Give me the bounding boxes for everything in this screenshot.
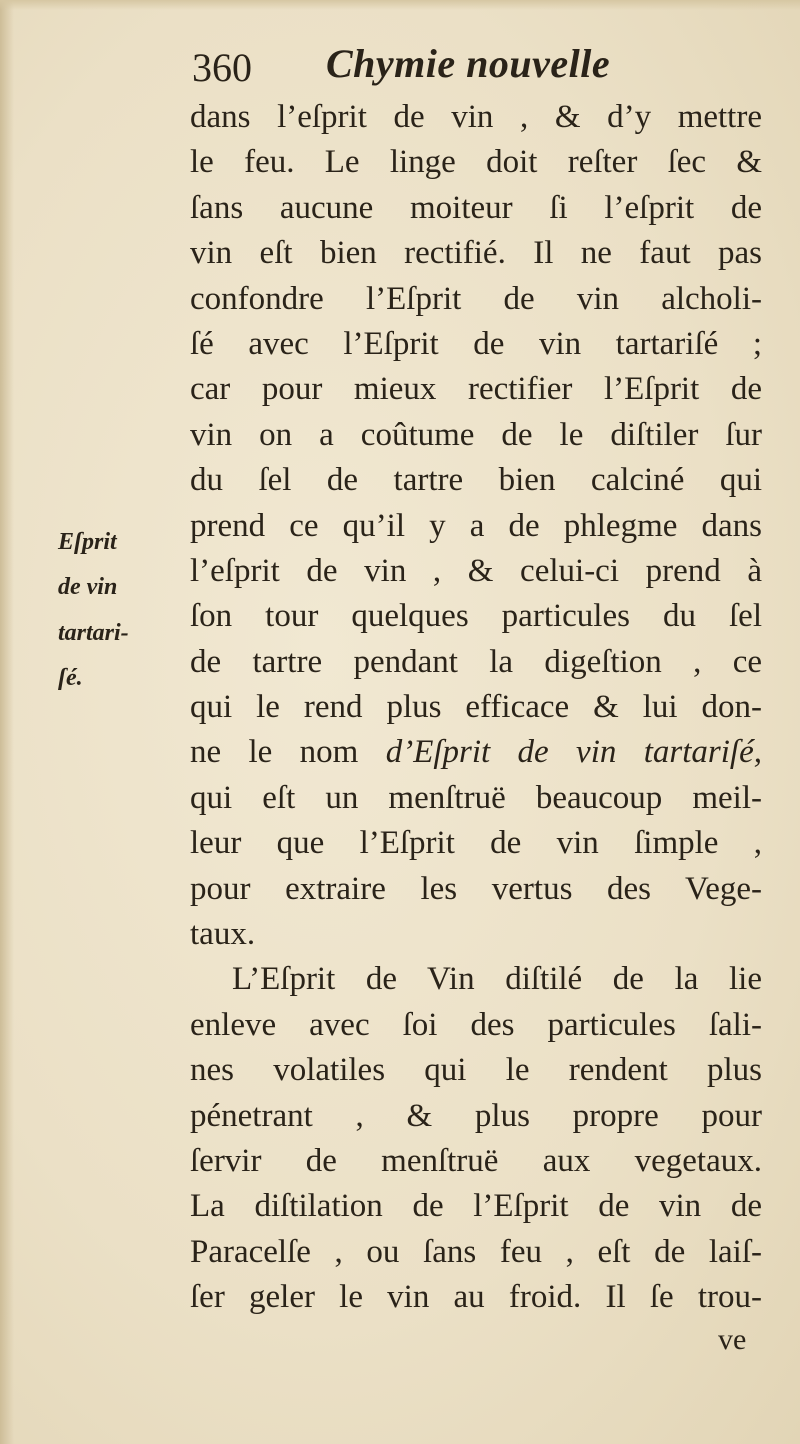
margin-note: [58, 520, 183, 702]
text-line: qui eſt un menſtruë beaucoup meil-: [190, 779, 762, 816]
text-line: de tartre pendant la digeſtion , ce: [190, 643, 762, 680]
text-line: le feu. Le linge doit reſter ſec &: [190, 144, 762, 181]
running-head: [192, 38, 752, 98]
text-line: taux.: [190, 916, 256, 953]
margin-note-line: Eſprit: [58, 529, 117, 555]
text-line: leur que l’Eſprit de vin ſimple ,: [190, 825, 762, 862]
text-line-with-italic: [190, 730, 762, 775]
body-text: [190, 95, 762, 1321]
text-line: ſon tour quelques particules du ſel: [190, 598, 762, 635]
catchword: ve: [718, 1323, 747, 1356]
margin-note-line: ſé.: [58, 665, 83, 692]
running-title: Chymie nouvelle: [326, 41, 611, 86]
text-line: prend ce qu’il y a de phlegme dans: [190, 507, 762, 544]
text-line: vin on a coûtume de le diſtiler ſur: [190, 416, 762, 453]
text-line: du ſel de tartre bien calciné qui: [190, 462, 762, 499]
italic-term: d’Eſprit de vin tartariſé,: [385, 734, 762, 771]
text-line: ſans aucune moiteur ſi l’eſprit de: [190, 189, 762, 226]
text-line: pénetrant , & plus propre pour: [190, 1097, 762, 1134]
gutter-shadow: [0, 0, 14, 1444]
text-line: confondre l’Eſprit de vin alcholi-: [190, 280, 762, 317]
page-number: 360: [192, 45, 252, 90]
paragraph-start-line: L’Eſprit de Vin diſtilé de la lie: [232, 961, 762, 998]
top-edge-shadow: [0, 0, 800, 10]
text-line: La diſtilation de l’Eſprit de vin de: [190, 1188, 762, 1225]
text-line: car pour mieux rectifier l’Eſprit de: [190, 371, 762, 408]
margin-note-line: de vin: [58, 574, 118, 601]
text-line: Paracelſe , ou ſans feu , eſt de laiſ-: [190, 1233, 762, 1270]
text-line: l’eſprit de vin , & celui-ci prend à: [190, 552, 762, 589]
text-line: ſer geler le vin au froid. Il ſe trou-: [190, 1279, 762, 1316]
text-line: ſé avec l’Eſprit de vin tartariſé ;: [190, 325, 762, 362]
text-line: pour extraire les vertus des Vege-: [190, 870, 762, 907]
text-line: ſervir de menſtruë aux vegetaux.: [190, 1142, 762, 1179]
text-line: dans l’eſprit de vin , & d’y mettre: [190, 99, 762, 135]
margin-note-line: tartari-: [58, 619, 129, 646]
text-line: nes volatiles qui le rendent plus: [190, 1052, 762, 1089]
text-line: vin eſt bien rectifié. Il ne faut pas: [190, 235, 762, 272]
text-line: enleve avec ſoi des particules ſali-: [190, 1006, 762, 1043]
text-segment: ne le nom: [190, 734, 386, 771]
text-line: qui le rend plus efficace & lui don-: [190, 689, 762, 726]
